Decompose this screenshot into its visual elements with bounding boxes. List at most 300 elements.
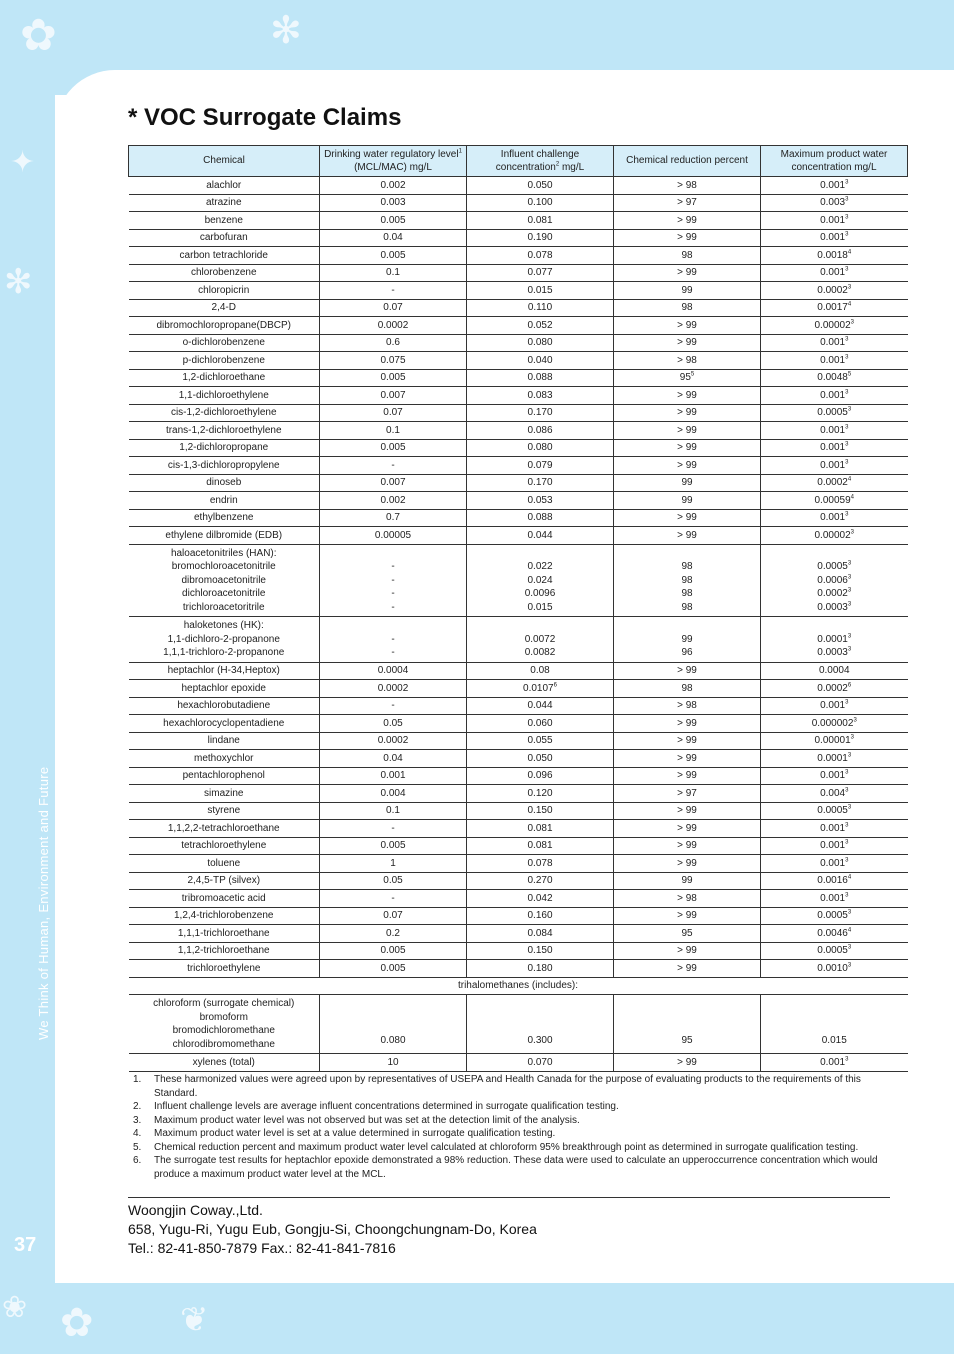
company-address: 658, Yugu-Ri, Yugu Eub, Gongju-Si, Choongchungnam-Do, Korea xyxy=(128,1221,537,1237)
influent-cell: 0.088 xyxy=(467,369,614,387)
table-row xyxy=(129,474,908,492)
reduction-cell: 95 xyxy=(614,995,761,1054)
chemical-cell: 2,4-D xyxy=(129,299,320,317)
reduction-cell: > 99 xyxy=(614,439,761,457)
footnote-ref: 3 xyxy=(845,1056,849,1063)
footnote-ref: 3 xyxy=(847,601,852,608)
max-concentration-cell: 0.0048$^5$ xyxy=(761,369,908,387)
butterfly-icon: ❦ xyxy=(180,1300,209,1340)
footnote-ref: 3 xyxy=(847,962,852,969)
max-concentration-cell: 0.0005$^3$ xyxy=(761,942,908,960)
chemical-cell: carbofuran xyxy=(129,229,320,247)
cell-line: chloroform (surrogate chemical) xyxy=(153,998,295,1009)
regulatory-level-cell: 0.0004 xyxy=(320,662,467,680)
footnote-ref: 3 xyxy=(847,752,852,759)
footnote-ref: 3 xyxy=(845,389,849,396)
regulatory-level-cell: 0.080 xyxy=(320,995,467,1054)
column-header: Chemical reduction percent xyxy=(614,146,761,177)
cell-line: 96 xyxy=(681,647,693,658)
chemical-cell: simazine xyxy=(129,785,320,803)
chemical-cell: styrene xyxy=(129,802,320,820)
max-concentration-cell: 0.0005$^3$ xyxy=(761,907,908,925)
cell-line: 0.0082 xyxy=(524,647,556,658)
regulatory-level-cell: 0.7 xyxy=(320,509,467,527)
cell-line xyxy=(616,547,758,561)
chemical-cell: heptachlor (H-34,Heptox) xyxy=(129,662,320,680)
flower-icon: ❀ xyxy=(2,1290,28,1325)
table-row xyxy=(129,855,908,873)
influent-cell: 0.060 xyxy=(467,715,614,733)
influent-cell: 0.070 xyxy=(467,1054,614,1072)
reduction-cell: > 98 xyxy=(614,177,761,195)
cell-line xyxy=(469,547,611,561)
influent-cell: 0.042 xyxy=(467,890,614,908)
max-concentration-cell xyxy=(761,617,908,663)
reduction-cell: > 99 xyxy=(614,264,761,282)
regulatory-level-cell: 0.005 xyxy=(320,369,467,387)
company-name: Woongjin Coway.,Ltd. xyxy=(128,1202,263,1218)
chemical-cell: 1,2,4-trichlorobenzene xyxy=(129,907,320,925)
max-concentration-cell: 0.001$^3$ xyxy=(761,837,908,855)
chemical-cell: o-dichlorobenzene xyxy=(129,334,320,352)
table-row xyxy=(129,662,908,680)
footnote-ref: 4 xyxy=(847,249,852,256)
max-concentration-cell: 0.001$^3$ xyxy=(761,1054,908,1072)
footnote-ref: 6 xyxy=(553,682,557,689)
chemical-cell: hexachlorocyclopentadiene xyxy=(129,715,320,733)
cell-line: - xyxy=(391,633,395,645)
table-row xyxy=(129,229,908,247)
max-concentration-cell: 0.001$^3$ xyxy=(761,387,908,405)
regulatory-level-cell: 0.075 xyxy=(320,352,467,370)
max-concentration-cell: 0.001$^3$ xyxy=(761,509,908,527)
flower-icon: ✿ xyxy=(60,1300,94,1346)
cell-line: 0.0001$^3$ xyxy=(817,633,852,645)
regulatory-level-cell: 0.1 xyxy=(320,264,467,282)
footnote-number: 5. xyxy=(133,1141,142,1153)
regulatory-level-cell: 0.1 xyxy=(320,802,467,820)
footnote-ref: 3 xyxy=(850,319,854,326)
max-concentration-cell: 0.0001$^3$ xyxy=(761,750,908,768)
left-background-band xyxy=(0,0,55,1354)
starfish-icon: ✻ xyxy=(270,8,302,52)
footnote-text: Maximum product water level is set at a value determined in surrogate qualification testing. xyxy=(154,1128,556,1139)
cell-line: bromochloroacetonitrile xyxy=(171,561,276,572)
influent-cell: 0.040 xyxy=(467,352,614,370)
footnote-text: Influent challenge levels are average influent concentrations determined in surrogate qualification testing. xyxy=(154,1101,619,1112)
chemical-cell: toluene xyxy=(129,855,320,873)
reduction-cell: > 99 xyxy=(614,662,761,680)
chemical-cell: atrazine xyxy=(129,194,320,212)
footnote-ref: 3 xyxy=(847,284,852,291)
table-row xyxy=(129,697,908,715)
max-concentration-cell: 0.001$^3$ xyxy=(761,820,908,838)
footnote-ref: 3 xyxy=(845,839,849,846)
table-row xyxy=(129,457,908,475)
chemical-cell: tribromoacetic acid xyxy=(129,890,320,908)
footnote-ref: 3 xyxy=(847,646,852,653)
influent-cell: 0.080 xyxy=(467,334,614,352)
table-row xyxy=(129,404,908,422)
cell-line: bromoform xyxy=(199,1011,248,1023)
cell-line: - xyxy=(391,588,395,599)
table-row xyxy=(129,264,908,282)
influent-cell: 0.110 xyxy=(467,299,614,317)
regulatory-level-cell: 0.007 xyxy=(320,387,467,405)
influent-cell: 0.086 xyxy=(467,422,614,440)
footnote-ref: 3 xyxy=(847,633,852,640)
max-concentration-cell: 0.001$^3$ xyxy=(761,177,908,195)
influent-cell: 0.015 xyxy=(467,282,614,300)
influent-cell: 0.078 xyxy=(467,855,614,873)
cell-line xyxy=(322,619,464,633)
cell-line: 0.0003$^3$ xyxy=(817,646,852,658)
cell-line: 0.0002$^3$ xyxy=(817,587,852,599)
table-row xyxy=(129,177,908,195)
reduction-cell: 99 xyxy=(614,474,761,492)
footnote-ref: 4 xyxy=(847,301,852,308)
reduction-cell: > 97 xyxy=(614,785,761,803)
column-header: Chemical xyxy=(129,146,320,177)
cell-line: - xyxy=(391,601,395,613)
footnote-item xyxy=(133,1127,890,1141)
regulatory-level-cell: 0.0002 xyxy=(320,317,467,335)
footnote-ref: 3 xyxy=(847,804,852,811)
footnote-ref: 3 xyxy=(847,944,852,951)
table-row xyxy=(129,527,908,545)
cell-line: - xyxy=(391,647,395,658)
table-row xyxy=(129,802,908,820)
regulatory-level-cell: 0.005 xyxy=(320,247,467,265)
footnote-ref: 3 xyxy=(845,511,849,518)
footnote-ref: 3 xyxy=(845,214,849,221)
table-row xyxy=(129,282,908,300)
max-concentration-cell: 0.004$^3$ xyxy=(761,785,908,803)
table-row xyxy=(129,509,908,527)
table-row xyxy=(129,387,908,405)
influent-cell: 0.080 xyxy=(467,439,614,457)
table-row xyxy=(129,247,908,265)
influent-cell: 0.077 xyxy=(467,264,614,282)
footnote-ref: 3 xyxy=(847,909,852,916)
influent-cell: 0.079 xyxy=(467,457,614,475)
regulatory-level-cell: 0.005 xyxy=(320,439,467,457)
table-row xyxy=(129,334,908,352)
footnote-ref: 3 xyxy=(845,787,849,794)
max-concentration-cell: 0.001$^3$ xyxy=(761,855,908,873)
table-row xyxy=(129,715,908,733)
reduction-cell: > 99 xyxy=(614,457,761,475)
footnote-ref: 3 xyxy=(850,529,854,536)
table-row xyxy=(129,492,908,510)
side-slogan: We Think of Human, Environment and Future xyxy=(36,766,51,1040)
cell-line: 0.022 xyxy=(527,561,553,572)
footnote-ref: 3 xyxy=(847,560,852,567)
reduction-cell: > 99 xyxy=(614,509,761,527)
trihalomethanes-label: trihalomethanes (includes): xyxy=(129,977,908,995)
regulatory-level-cell: 0.04 xyxy=(320,229,467,247)
cell-line: dichloroacetonitrile xyxy=(182,588,266,599)
max-concentration-cell: 0.0017$^4$ xyxy=(761,299,908,317)
table-row xyxy=(129,750,908,768)
table-row xyxy=(129,872,908,890)
column-header: Influent challenge concentration$^2$ mg/L xyxy=(467,146,614,177)
influent-cell: 0.170 xyxy=(467,474,614,492)
reduction-cell: > 98 xyxy=(614,890,761,908)
max-concentration-cell: 0.001$^3$ xyxy=(761,334,908,352)
table-row xyxy=(129,317,908,335)
table-row xyxy=(129,369,908,387)
regulatory-level-cell: 0.05 xyxy=(320,872,467,890)
max-concentration-cell: 0.0016$^4$ xyxy=(761,872,908,890)
footnote-ref: 3 xyxy=(845,441,849,448)
cell-line xyxy=(322,547,464,561)
reduction-cell: > 99 xyxy=(614,387,761,405)
max-concentration-cell: 0.001$^3$ xyxy=(761,457,908,475)
influent-cell: 0.084 xyxy=(467,925,614,943)
regulatory-level-cell: 0.04 xyxy=(320,750,467,768)
cell-line: - xyxy=(391,561,395,572)
influent-cell: 0.078 xyxy=(467,247,614,265)
footnote-ref: 2 xyxy=(555,161,560,168)
cell-line: 99 xyxy=(681,633,693,645)
influent-cell: 0.150 xyxy=(467,942,614,960)
cell-line: 0.0005$^3$ xyxy=(817,560,852,572)
cell-line: chlorodibromomethane xyxy=(172,1038,275,1050)
reduction-cell: > 99 xyxy=(614,317,761,335)
influent-cell: 0.044 xyxy=(467,527,614,545)
cell-line: 0.024 xyxy=(527,574,553,586)
footnote-number: 2. xyxy=(133,1101,142,1112)
chemical-cell: ethylene dilbromide (EDB) xyxy=(129,527,320,545)
regulatory-level-cell: 0.6 xyxy=(320,334,467,352)
max-concentration-cell: 0.001$^3$ xyxy=(761,890,908,908)
table-row xyxy=(129,960,908,978)
table-row xyxy=(129,194,908,212)
chemical-cell: alachlor xyxy=(129,177,320,195)
footnote-ref: 3 xyxy=(845,336,849,343)
influent-cell: 0.044 xyxy=(467,697,614,715)
max-concentration-cell: 0.001$^3$ xyxy=(761,439,908,457)
reduction-cell: > 98 xyxy=(614,697,761,715)
reduction-cell: > 99 xyxy=(614,715,761,733)
max-concentration-cell: 0.0005$^3$ xyxy=(761,802,908,820)
influent-cell xyxy=(467,544,614,617)
max-concentration-cell: 0.0046$^4$ xyxy=(761,925,908,943)
chemical-cell: ethylbenzene xyxy=(129,509,320,527)
footnote-text: Chemical reduction percent and maximum product water level calculated at chloroform 95% breakthrough point as determined in surrogate qualification testing. xyxy=(154,1141,859,1153)
max-concentration-cell: 0.001$^3$ xyxy=(761,212,908,230)
regulatory-level-cell: 0.00005 xyxy=(320,527,467,545)
reduction-cell: $95^5$ xyxy=(614,369,761,387)
max-concentration-cell: 0.003$^3$ xyxy=(761,194,908,212)
footnote-ref: 4 xyxy=(850,494,854,501)
influent-cell: 0.150 xyxy=(467,802,614,820)
reduction-cell: > 99 xyxy=(614,855,761,873)
footnote-ref: 3 xyxy=(845,892,849,899)
max-concentration-cell: 0.001$^3$ xyxy=(761,697,908,715)
table-row xyxy=(129,890,908,908)
column-header: Drinking water regulatory level$^1$ (MCL/MAC) mg/L xyxy=(320,146,467,177)
table-row xyxy=(129,837,908,855)
page-number: 37 xyxy=(14,1234,37,1256)
footnote-ref: 3 xyxy=(845,822,849,829)
influent-cell: 0.055 xyxy=(467,732,614,750)
cell-line: 0.0003$^3$ xyxy=(817,601,852,613)
cell-line: 98 xyxy=(681,561,693,572)
reduction-cell: 95 xyxy=(614,925,761,943)
reduction-cell xyxy=(614,544,761,617)
table-row xyxy=(129,925,908,943)
chemical-cell: trans-1,2-dichloroethylene xyxy=(129,422,320,440)
reduction-cell: > 99 xyxy=(614,229,761,247)
max-concentration-cell: 0.0018$^4$ xyxy=(761,247,908,265)
table-header-row xyxy=(129,146,908,177)
cell-line xyxy=(469,619,611,633)
page-title: * VOC Surrogate Claims xyxy=(128,104,402,131)
footnote-ref: 5 xyxy=(847,371,852,378)
max-concentration-cell: 0.015 xyxy=(761,995,908,1054)
regulatory-level-cell: 10 xyxy=(320,1054,467,1072)
table-row xyxy=(129,422,908,440)
cell-line: 0.0096 xyxy=(524,588,556,599)
table-row-group xyxy=(129,544,908,617)
table-row xyxy=(129,299,908,317)
footnote-ref: 3 xyxy=(847,406,852,413)
max-concentration-cell: 0.0004 xyxy=(761,662,908,680)
footnote-number: 4. xyxy=(133,1128,142,1139)
reduction-cell: 99 xyxy=(614,872,761,890)
reduction-cell: 99 xyxy=(614,282,761,300)
max-concentration-cell: 0.000002$^3$ xyxy=(761,715,908,733)
footnote-ref: 1 xyxy=(458,148,462,155)
regulatory-level-cell: 0.07 xyxy=(320,404,467,422)
reduction-cell: > 99 xyxy=(614,907,761,925)
table-row xyxy=(129,732,908,750)
table-row xyxy=(129,212,908,230)
influent-cell: 0.081 xyxy=(467,212,614,230)
max-concentration-cell: 0.00001$^3$ xyxy=(761,732,908,750)
influent-cell: 0.190 xyxy=(467,229,614,247)
influent-cell: 0.088 xyxy=(467,509,614,527)
max-concentration-cell: 0.0002$^6$ xyxy=(761,680,908,698)
footer-divider xyxy=(128,1197,890,1198)
footnote-ref: 3 xyxy=(845,424,849,431)
table-row xyxy=(129,767,908,785)
influent-cell: 0.081 xyxy=(467,820,614,838)
table-row xyxy=(129,680,908,698)
chemical-cell: cis-1,3-dichloropropylene xyxy=(129,457,320,475)
reduction-cell: > 99 xyxy=(614,404,761,422)
chemical-cell: 1,1,2-trichloroethane xyxy=(129,942,320,960)
influent-cell: 0.096 xyxy=(467,767,614,785)
chemical-cell: 1,1,2,2-tetrachloroethane xyxy=(129,820,320,838)
reduction-cell: > 99 xyxy=(614,820,761,838)
cell-line: - xyxy=(391,574,395,586)
footnote-ref: 3 xyxy=(845,266,849,273)
regulatory-level-cell: 0.005 xyxy=(320,960,467,978)
influent-cell: 0.170 xyxy=(467,404,614,422)
cell-line: 1,1,1-trichloro-2-propanone xyxy=(163,647,285,658)
max-concentration-cell: 0.001$^3$ xyxy=(761,422,908,440)
regulatory-level-cell: 0.07 xyxy=(320,299,467,317)
footnote-ref: 3 xyxy=(847,587,852,594)
reduction-cell: > 99 xyxy=(614,960,761,978)
regulatory-level-cell: 0.1 xyxy=(320,422,467,440)
influent-cell: 0.0107$^6$ xyxy=(467,680,614,698)
cell-line: 1,1-dichloro-2-propanone xyxy=(167,633,280,645)
chemical-cell: 1,1-dichloroethylene xyxy=(129,387,320,405)
cell-line: 0.0006$^3$ xyxy=(817,574,852,586)
chemical-cell xyxy=(129,617,320,663)
star-icon: ✦ xyxy=(10,145,36,180)
influent-cell: 0.08 xyxy=(467,662,614,680)
regulatory-level-cell: 0.0002 xyxy=(320,680,467,698)
chemical-cell: trichloroethylene xyxy=(129,960,320,978)
flower-icon: ✿ xyxy=(20,10,57,61)
footnote-number: 1. xyxy=(133,1074,142,1085)
regulatory-level-cell: 0.2 xyxy=(320,925,467,943)
cell-line: 0.015 xyxy=(527,601,553,613)
chemical-cell: chlorobenzene xyxy=(129,264,320,282)
influent-cell xyxy=(467,617,614,663)
cell-line: bromodichloromethane xyxy=(172,1025,275,1036)
regulatory-level-cell: 0.003 xyxy=(320,194,467,212)
footnote-ref: 3 xyxy=(845,857,849,864)
voc-claims-table xyxy=(128,145,908,1072)
max-concentration-cell: 0.0002$^3$ xyxy=(761,282,908,300)
chemical-cell: lindane xyxy=(129,732,320,750)
cell-line: trichloroacetoritrile xyxy=(182,601,265,613)
table-row xyxy=(129,352,908,370)
footnote-ref: 3 xyxy=(845,769,849,776)
chemical-cell: hexachlorobutadiene xyxy=(129,697,320,715)
regulatory-level-cell: - xyxy=(320,890,467,908)
chemical-cell: methoxychlor xyxy=(129,750,320,768)
influent-cell: 0.270 xyxy=(467,872,614,890)
reduction-cell: > 97 xyxy=(614,194,761,212)
reduction-cell: > 99 xyxy=(614,422,761,440)
regulatory-level-cell: - xyxy=(320,820,467,838)
reduction-cell: 98 xyxy=(614,247,761,265)
table-row xyxy=(129,820,908,838)
table-body xyxy=(129,177,908,1072)
footnote-ref: 3 xyxy=(845,179,849,186)
influent-cell: 0.083 xyxy=(467,387,614,405)
reduction-cell: 98 xyxy=(614,680,761,698)
chemical-cell: carbon tetrachloride xyxy=(129,247,320,265)
footnote-ref: 3 xyxy=(850,734,854,741)
footnote-item xyxy=(133,1141,890,1155)
cell-line xyxy=(616,619,758,633)
regulatory-level-cell: - xyxy=(320,282,467,300)
footnote-ref: 6 xyxy=(847,682,852,689)
table-row xyxy=(129,942,908,960)
cell-line: 98 xyxy=(681,574,693,586)
column-header: Maximum product water concentration mg/L xyxy=(761,146,908,177)
footnote-ref: 3 xyxy=(847,574,852,581)
reduction-cell: > 99 xyxy=(614,1054,761,1072)
influent-cell: 0.050 xyxy=(467,750,614,768)
regulatory-level-cell: 0.001 xyxy=(320,767,467,785)
reduction-cell xyxy=(614,617,761,663)
influent-cell: 0.300 xyxy=(467,995,614,1054)
regulatory-level-cell: 0.002 xyxy=(320,492,467,510)
regulatory-level-cell: 0.007 xyxy=(320,474,467,492)
footnote-item xyxy=(133,1100,890,1114)
chemical-cell: 1,1,1-trichloroethane xyxy=(129,925,320,943)
max-concentration-cell: 0.0002$^4$ xyxy=(761,474,908,492)
